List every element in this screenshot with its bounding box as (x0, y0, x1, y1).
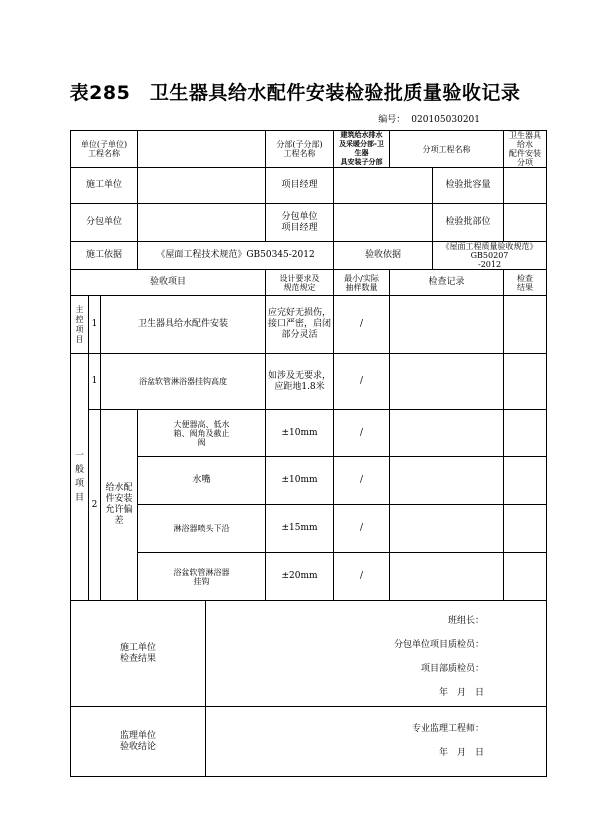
construction-check-label: 施工单位 检查结果 (71, 601, 206, 707)
sub-unit-value (138, 204, 266, 242)
sub-row-sample: / (334, 505, 390, 553)
main-control-name: 卫生器具给水配件安装 (101, 296, 266, 354)
acceptance-table (70, 130, 547, 777)
supervision-date: 年 月 日 (439, 748, 485, 758)
batch-capacity-label: 检验批容量 (433, 168, 504, 204)
batch-part-label: 检验批部位 (433, 204, 504, 242)
general-label: 一 般 项 目 (71, 354, 89, 601)
sub-unit-label: 分包单位 (71, 204, 138, 242)
dept-inspector-label: 项目部质检员： (421, 664, 485, 674)
project-manager-value (334, 168, 433, 204)
sub-row-name: 水嘴 (138, 457, 266, 505)
col-result-header: 检查 结果 (504, 270, 547, 296)
code-value: 020105030201 (411, 115, 480, 125)
general-row1-sample: / (334, 354, 390, 410)
item-name-value: 卫生器具给水 配件安装分项 (504, 131, 547, 168)
supervision-signatures (206, 707, 547, 777)
sub-row-req: ±15mm (266, 505, 334, 553)
unit-name-label: 单位(子单位) 工程名称 (71, 131, 138, 168)
item-name-label: 分项工程名称 (390, 131, 504, 168)
sub-row-name: 浴盆软管淋浴器 挂钩 (138, 553, 266, 601)
general-row1-name: 浴盆软管淋浴器挂钩高度 (101, 354, 266, 410)
team-leader-label: 班组长： (448, 616, 485, 626)
page-title: 表285 卫生器具给水配件安装检验批质量验收记录 (69, 82, 521, 104)
subunit-name-label: 分部(子分部) 工程名称 (266, 131, 334, 168)
general-row1-req: 如涉及无要求， 应距地1.8米 (266, 354, 334, 410)
general-row2-group: 给水配 件安装 允许偏 差 (101, 410, 138, 601)
sub-row-name: 大便器高、低水 箱、阀角及截止 阀 (138, 410, 266, 457)
general-row2-no: 2 (89, 410, 101, 601)
sub-row-result (504, 457, 547, 505)
supervision-label: 监理单位 验收结论 (71, 707, 206, 777)
sub-row-sample: / (334, 410, 390, 457)
sub-manager-label: 分包单位 项目经理 (266, 204, 334, 242)
col-sample-header: 最小/实际 抽样数量 (334, 270, 390, 296)
sub-row-req: ±10mm (266, 410, 334, 457)
batch-capacity-value (504, 168, 547, 204)
sub-row-record (390, 410, 504, 457)
batch-part-value (504, 204, 547, 242)
construction-unit-value (138, 168, 266, 204)
project-manager-label: 项目经理 (266, 168, 334, 204)
acceptance-basis-label: 验收依据 (334, 242, 433, 270)
sub-row-result (504, 410, 547, 457)
sub-row-req: ±10mm (266, 457, 334, 505)
sub-row-record (390, 457, 504, 505)
general-row1-no: 1 (89, 354, 101, 410)
construction-unit-label: 施工单位 (71, 168, 138, 204)
general-row1-result (504, 354, 547, 410)
main-control-label: 主 控 项 目 (71, 296, 89, 354)
general-row1-record (390, 354, 504, 410)
acceptance-basis-value: 《屋面工程质量验收规范》GB50207 -2012 (433, 242, 547, 270)
record-code (372, 112, 480, 125)
col-design-header: 设计要求及 规范规定 (266, 270, 334, 296)
main-control-no: 1 (89, 296, 101, 354)
main-control-sample: / (334, 296, 390, 354)
basis-label: 施工依据 (71, 242, 138, 270)
sub-inspector-label: 分包单位项目质检员： (394, 640, 485, 650)
col-item-header: 验收项目 (71, 270, 266, 296)
sub-row-name: 淋浴器喷头下沿 (138, 505, 266, 553)
basis-value: 《屋面工程技术规范》GB50345-2012 (138, 242, 334, 270)
sub-row-record (390, 553, 504, 601)
construction-check-signatures (206, 601, 547, 707)
main-control-record (390, 296, 504, 354)
sub-row-req: ±20mm (266, 553, 334, 601)
sub-row-record (390, 505, 504, 553)
construction-date: 年 月 日 (439, 688, 485, 698)
sub-row-sample: / (334, 457, 390, 505)
unit-name-value (138, 131, 266, 168)
sub-row-result (504, 553, 547, 601)
main-control-req: 应完好无损伤， 接口严密，启闭 部分灵活 (266, 296, 334, 354)
code-label: 编号： (378, 115, 406, 125)
col-record-header: 检查记录 (390, 270, 504, 296)
subunit-name-value: 建筑给水排水 及采暖分部-卫生器 具安装子分部 (334, 131, 390, 168)
main-control-result (504, 296, 547, 354)
supervision-engineer-label: 专业监理工程师： (412, 724, 485, 734)
sub-row-sample: / (334, 553, 390, 601)
sub-manager-value (334, 204, 433, 242)
sub-row-result (504, 505, 547, 553)
